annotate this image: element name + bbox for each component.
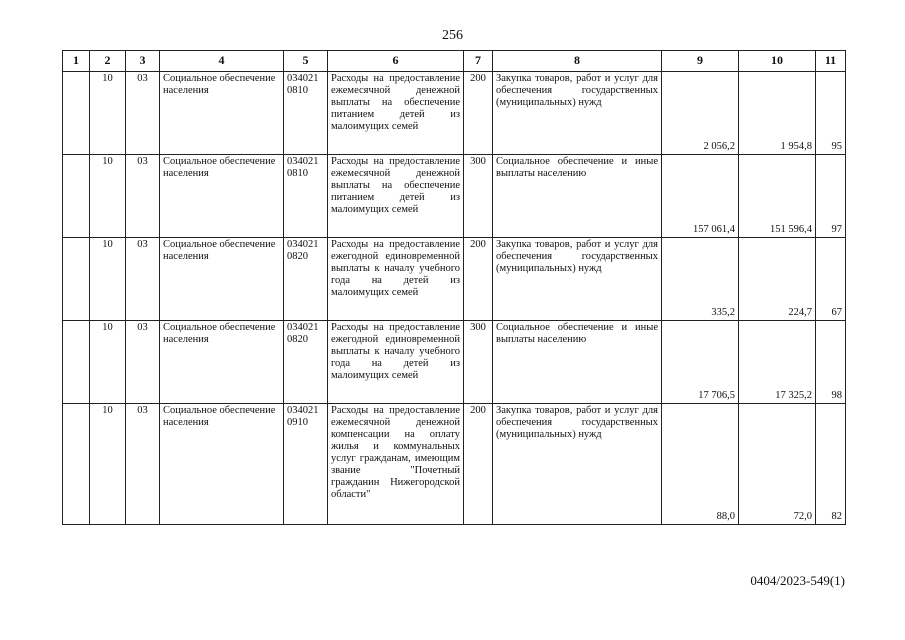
cell-type-name: Закупка товаров, работ и услуг для обеспечения государственных (муниципальных) нужд <box>493 72 662 155</box>
cell-percent: 97 <box>816 155 846 238</box>
cell-target-code: 034021 0810 <box>284 72 328 155</box>
header-row <box>63 51 846 72</box>
cell-row-index <box>63 155 90 238</box>
table-row <box>63 321 846 404</box>
cell-subsection: 03 <box>126 72 160 155</box>
header-cell: 7 <box>464 51 493 72</box>
cell-section: 10 <box>90 238 126 321</box>
cell-percent: 95 <box>816 72 846 155</box>
table-row <box>63 72 846 155</box>
cell-target-code: 034021 0820 <box>284 321 328 404</box>
cell-type-name: Закупка товаров, работ и услуг для обеспечения государственных (муниципальных) нужд <box>493 404 662 525</box>
cell-type-name: Социальное обеспечение и иные выплаты населению <box>493 155 662 238</box>
header-cell: 9 <box>662 51 739 72</box>
header-cell: 8 <box>493 51 662 72</box>
cell-section: 10 <box>90 321 126 404</box>
header-cell: 5 <box>284 51 328 72</box>
cell-type-name: Закупка товаров, работ и услуг для обеспечения государственных (муниципальных) нужд <box>493 238 662 321</box>
cell-section: 10 <box>90 404 126 525</box>
cell-type-code: 200 <box>464 404 493 525</box>
table-row <box>63 238 846 321</box>
cell-amount-actual: 224,7 <box>739 238 816 321</box>
cell-row-index <box>63 238 90 321</box>
table-row <box>63 155 846 238</box>
cell-row-index <box>63 321 90 404</box>
header-cell: 10 <box>739 51 816 72</box>
header-cell: 6 <box>328 51 464 72</box>
cell-expense-name: Расходы на предоставление ежемесячной денежной компенсации на оплату жилья и коммунальных услуг гражданам, имеющим звание "Почетный гражданин Нижегородской области" <box>328 404 464 525</box>
cell-section-name: Социальное обеспечение населения <box>160 321 284 404</box>
cell-type-code: 300 <box>464 321 493 404</box>
cell-row-index <box>63 72 90 155</box>
header-cell: 3 <box>126 51 160 72</box>
cell-expense-name: Расходы на предоставление ежемесячной денежной выплаты на обеспечение питанием детей из малоимущих семей <box>328 155 464 238</box>
cell-amount-planned: 335,2 <box>662 238 739 321</box>
cell-type-code: 200 <box>464 72 493 155</box>
cell-subsection: 03 <box>126 321 160 404</box>
header-cell: 2 <box>90 51 126 72</box>
cell-subsection: 03 <box>126 238 160 321</box>
cell-percent: 98 <box>816 321 846 404</box>
cell-percent: 82 <box>816 404 846 525</box>
budget-table <box>62 50 846 525</box>
cell-expense-name: Расходы на предоставление ежемесячной денежной выплаты на обеспечение питанием детей из малоимущих семей <box>328 72 464 155</box>
cell-amount-planned: 88,0 <box>662 404 739 525</box>
cell-amount-actual: 17 325,2 <box>739 321 816 404</box>
document-code: 0404/2023-549(1) <box>750 573 845 588</box>
cell-amount-actual: 72,0 <box>739 404 816 525</box>
cell-section: 10 <box>90 155 126 238</box>
cell-row-index <box>63 404 90 525</box>
cell-section: 10 <box>90 72 126 155</box>
cell-section-name: Социальное обеспечение населения <box>160 72 284 155</box>
cell-amount-actual: 1 954,8 <box>739 72 816 155</box>
cell-section-name: Социальное обеспечение населения <box>160 155 284 238</box>
cell-target-code: 034021 0810 <box>284 155 328 238</box>
cell-type-name: Социальное обеспечение и иные выплаты населению <box>493 321 662 404</box>
cell-section-name: Социальное обеспечение населения <box>160 404 284 525</box>
cell-type-code: 300 <box>464 155 493 238</box>
page-number: 256 <box>442 28 463 43</box>
cell-section-name: Социальное обеспечение населения <box>160 238 284 321</box>
cell-subsection: 03 <box>126 155 160 238</box>
cell-amount-actual: 151 596,4 <box>739 155 816 238</box>
table-row <box>63 404 846 525</box>
cell-target-code: 034021 0910 <box>284 404 328 525</box>
cell-expense-name: Расходы на предоставление ежегодной единовременной выплаты к началу учебного года на детей из малоимущих семей <box>328 238 464 321</box>
cell-percent: 67 <box>816 238 846 321</box>
cell-amount-planned: 2 056,2 <box>662 72 739 155</box>
header-cell: 11 <box>816 51 846 72</box>
cell-amount-planned: 157 061,4 <box>662 155 739 238</box>
header-cell: 1 <box>63 51 90 72</box>
cell-type-code: 200 <box>464 238 493 321</box>
header-cell: 4 <box>160 51 284 72</box>
cell-amount-planned: 17 706,5 <box>662 321 739 404</box>
cell-subsection: 03 <box>126 404 160 525</box>
cell-target-code: 034021 0820 <box>284 238 328 321</box>
cell-expense-name: Расходы на предоставление ежегодной единовременной выплаты к началу учебного года на детей из малоимущих семей <box>328 321 464 404</box>
